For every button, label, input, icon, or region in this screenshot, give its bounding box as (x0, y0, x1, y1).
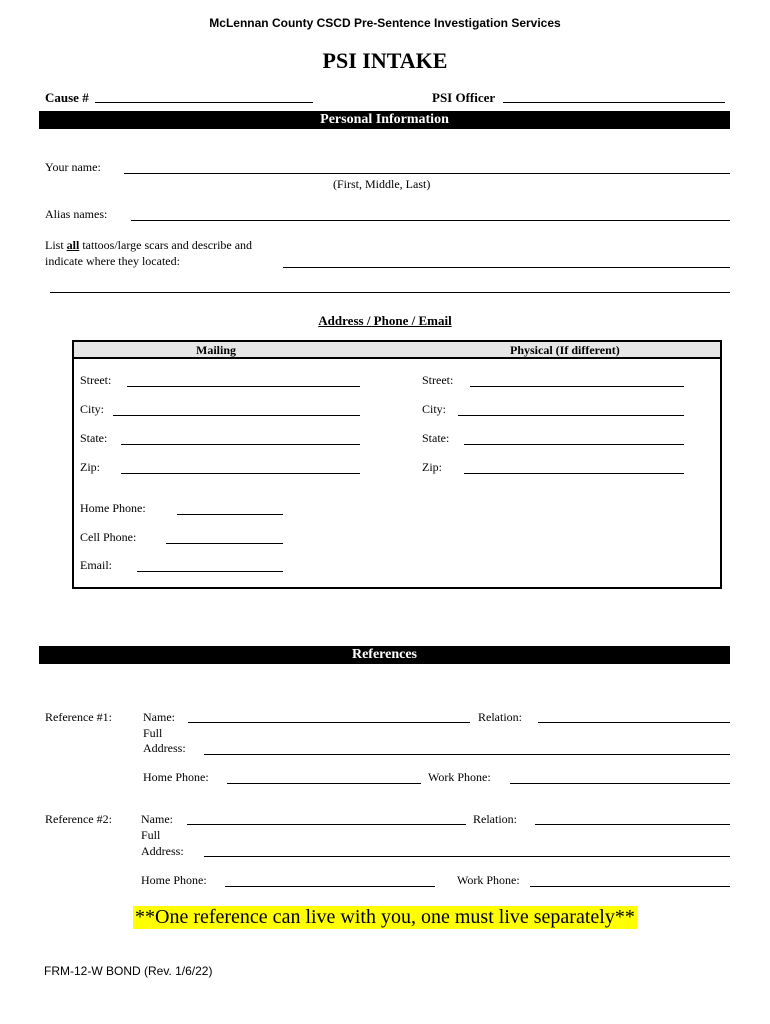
reference-2-label: Reference #2: (45, 812, 112, 826)
name-hint: (First, Middle, Last) (333, 177, 431, 191)
home-phone-label: Home Phone: (80, 501, 146, 515)
page-title: PSI INTAKE (322, 48, 448, 73)
ref2-work-phone-field[interactable] (530, 886, 730, 887)
tattoo-label-line2: indicate where they located: (45, 254, 180, 268)
ref2-relation-label: Relation: (473, 812, 517, 826)
references-header: References (39, 646, 730, 664)
home-phone-field[interactable] (177, 514, 283, 515)
mailing-header: Mailing (196, 343, 237, 357)
mailing-state-field[interactable] (121, 444, 360, 445)
ref2-relation-field[interactable] (535, 824, 730, 825)
email-label: Email: (80, 558, 112, 572)
tattoo-field[interactable] (283, 267, 730, 268)
mailing-zip-field[interactable] (121, 473, 360, 474)
physical-zip-label: Zip: (422, 460, 442, 474)
psi-officer-field[interactable] (503, 102, 725, 103)
tattoo-field-2[interactable] (50, 292, 730, 293)
cell-phone-label: Cell Phone: (80, 530, 137, 544)
alias-label: Alias names: (45, 207, 108, 221)
ref2-work-phone-label: Work Phone: (457, 873, 520, 887)
physical-state-field[interactable] (464, 444, 684, 445)
ref1-address-label: Address: (143, 741, 186, 755)
mailing-city-label: City: (80, 402, 105, 416)
ref1-name-label: Name: (143, 710, 175, 724)
tattoo-label (45, 238, 252, 253)
ref2-name-label: Name: (141, 812, 173, 826)
physical-city-field[interactable] (458, 415, 684, 416)
physical-header: Physical (If different) (510, 343, 620, 357)
psi-officer-label: PSI Officer (432, 90, 496, 105)
address-box (72, 340, 722, 589)
ref2-home-phone-label: Home Phone: (141, 873, 207, 887)
your-name-field[interactable] (124, 173, 730, 174)
alias-field[interactable] (131, 220, 730, 221)
physical-state-label: State: (422, 431, 450, 445)
ref2-home-phone-field[interactable] (225, 886, 435, 887)
ref1-relation-field[interactable] (538, 722, 730, 723)
cell-phone-field[interactable] (166, 543, 283, 544)
address-section-title: Address / Phone / Email (318, 313, 452, 328)
reference-notice: **One reference can live with you, one must live separately** (135, 906, 635, 928)
mailing-city-field[interactable] (113, 415, 360, 416)
physical-zip-field[interactable] (464, 473, 684, 474)
ref2-address-label: Address: (141, 844, 184, 858)
ref2-address-field[interactable] (204, 856, 730, 857)
tattoo-label-pre: List (45, 238, 67, 252)
email-field[interactable] (137, 571, 283, 572)
form-id: FRM-12-W BOND (Rev. 1/6/22) (44, 964, 213, 978)
ref1-work-phone-label: Work Phone: (428, 770, 491, 784)
ref1-home-phone-label: Home Phone: (143, 770, 209, 784)
your-name-label: Your name: (45, 160, 101, 174)
ref1-work-phone-field[interactable] (510, 783, 730, 784)
org-header: McLennan County CSCD Pre-Sentence Investigation Services (209, 16, 561, 30)
physical-city-label: City: (422, 402, 447, 416)
reference-1-label: Reference #1: (45, 710, 112, 724)
ref1-relation-label: Relation: (478, 710, 522, 724)
mailing-state-label: State: (80, 431, 108, 445)
tattoo-label-emph: all (66, 238, 80, 252)
physical-street-field[interactable] (470, 386, 684, 387)
mailing-zip-label: Zip: (80, 460, 100, 474)
ref1-home-phone-field[interactable] (227, 783, 421, 784)
mailing-street-label: Street: (80, 373, 112, 387)
ref1-address-field[interactable] (204, 754, 730, 755)
cause-label: Cause # (45, 90, 89, 105)
ref1-full-label: Full (143, 726, 163, 740)
ref2-full-label: Full (141, 828, 161, 842)
mailing-street-field[interactable] (127, 386, 360, 387)
personal-info-header: Personal Information (39, 111, 730, 129)
ref2-name-field[interactable] (187, 824, 466, 825)
ref1-name-field[interactable] (188, 722, 470, 723)
physical-street-label: Street: (422, 373, 454, 387)
cause-field[interactable] (95, 102, 313, 103)
tattoo-label-post: tattoos/large scars and describe and (79, 238, 253, 252)
address-columns-header (74, 342, 720, 359)
